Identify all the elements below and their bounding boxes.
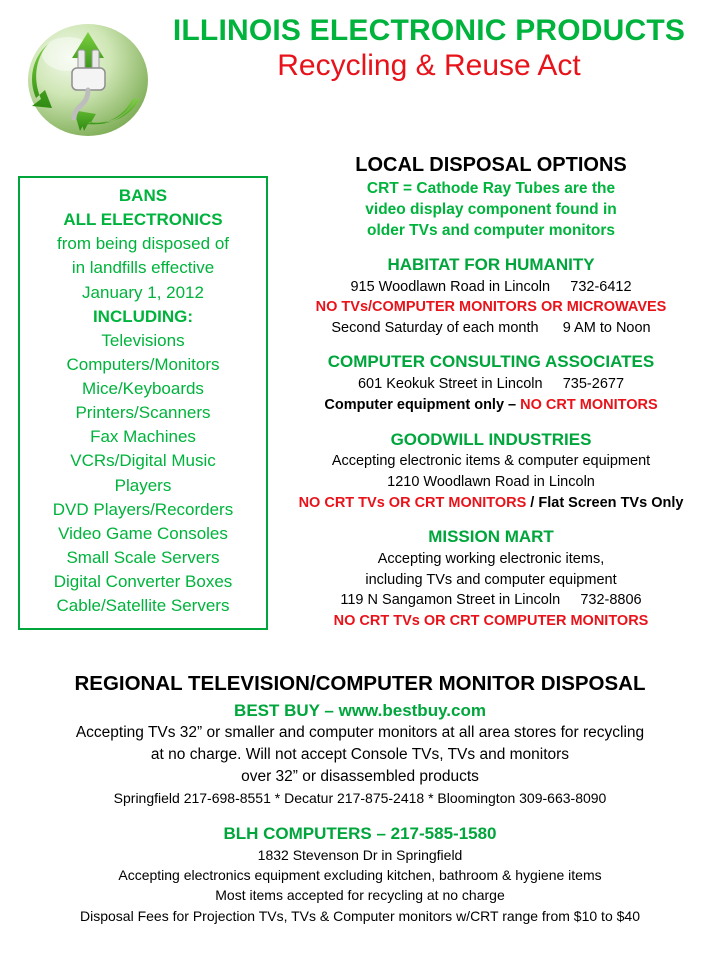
organization-address-phone: [274, 374, 708, 395]
organization-hours: [274, 318, 708, 339]
organization-name: COMPUTER CONSULTING ASSOCIATES: [327, 352, 655, 372]
crt-note-line: older TVs and computer monitors: [366, 221, 616, 239]
bans-line: Fax Machines: [90, 427, 196, 447]
organization-restriction: NO CRT TVs OR CRT MONITORS: [298, 494, 527, 511]
bans-line: Printers/Scanners: [75, 403, 211, 423]
bans-line: DVD Players/Recorders: [52, 499, 234, 519]
organization-hours-day: Second Saturday of each month: [331, 319, 539, 336]
organization-name: GOODWILL INDUSTRIES: [390, 429, 592, 449]
bans-line: January 1, 2012: [82, 282, 204, 302]
bans-line: Televisions: [101, 330, 185, 350]
organization-entry: [274, 351, 708, 415]
local-disposal-heading: LOCAL DISPOSAL OPTIONS: [355, 154, 627, 176]
organization-address-phone: [274, 590, 708, 611]
title-primary: ILLINOIS ELECTRONIC PRODUCTS: [172, 14, 686, 47]
bans-line: Digital Converter Boxes: [53, 572, 233, 591]
store-name: BEST BUY – www.bestbuy.com: [234, 701, 486, 721]
store-name: BLH COMPUTERS – 217-585-1580: [223, 823, 497, 843]
store-fees: Disposal Fees for Projection TVs, TVs & Computer monitors w/CRT range from $10 to $40: [80, 907, 640, 924]
page-title: [158, 8, 720, 82]
bans-line: Players: [114, 475, 172, 495]
store-detail: at no charge. Will not accept Console TVs, TVs and monitors: [150, 746, 570, 764]
regional-heading: REGIONAL TELEVISION/COMPUTER MONITOR DISPOSAL: [74, 672, 646, 696]
organization-address-phone: [274, 277, 708, 298]
bans-line: Small Scale Servers: [66, 547, 220, 567]
store-detail: Accepting electronics equipment excluding kitchen, bathroom & hygiene items: [118, 867, 602, 884]
organization-address: 915 Woodlawn Road in Lincoln: [350, 278, 551, 295]
store-phone-list: Springfield 217-698-8551 * Decatur 217-875-2418 * Bloomington 309-663-8090: [113, 789, 607, 806]
organization-name: MISSION MART: [428, 527, 554, 547]
organization-note: [274, 395, 708, 416]
organization-phone: 732-8806: [580, 592, 642, 609]
section-spacer: [10, 808, 710, 824]
store-address: 1832 Stevenson Dr in Springfield: [257, 846, 463, 863]
bans-line: Computers/Monitors: [66, 354, 220, 374]
title-secondary: Recycling & Reuse Act: [277, 48, 581, 82]
bans-column: [0, 154, 268, 630]
organization-restriction: NO CRT TVs OR CRT COMPUTER MONITORS: [333, 612, 649, 629]
regional-section: [0, 672, 720, 926]
organization-note-text: Computer equipment only –: [324, 396, 521, 413]
bans-line: ALL ELECTRONICS: [63, 210, 223, 230]
recycling-globe-plug-icon: [18, 14, 158, 144]
bans-line: INCLUDING:: [92, 306, 194, 326]
organization-address: 601 Keokuk Street in Lincoln: [357, 376, 543, 393]
crt-note-line: CRT = Cathode Ray Tubes are the: [366, 180, 616, 197]
bans-line: in landfills effective: [71, 258, 215, 278]
organization-hours-time: 9 AM to Noon: [562, 319, 651, 336]
organization-note: [274, 493, 708, 514]
store-detail: over 32” or disassembled products: [241, 767, 479, 785]
organization-phone: 732-6412: [570, 278, 632, 295]
organization-address: 119 N Sangamon Street in Lincoln: [340, 592, 561, 609]
organization-entry: [274, 429, 708, 514]
organization-detail: Accepting working electronic items,: [377, 551, 605, 568]
bans-line: Video Game Consoles: [58, 523, 228, 543]
local-disposal-column: [268, 154, 720, 644]
main-columns: [0, 154, 720, 644]
bans-line: BANS: [118, 186, 168, 205]
organization-entry: [274, 254, 708, 339]
bans-line: from being disposed of: [57, 234, 229, 254]
store-detail: Accepting TVs 32” or smaller and computer monitors at all area stores for recycling: [75, 724, 645, 742]
organization-name: HABITAT FOR HUMANITY: [387, 254, 595, 274]
organization-address: 1210 Woodlawn Road in Lincoln: [387, 474, 595, 491]
organization-detail: including TVs and computer equipment: [365, 571, 617, 588]
bans-line: Mice/Keyboards: [82, 379, 204, 398]
bans-box: [18, 176, 268, 630]
store-detail: Most items accepted for recycling at no charge: [215, 887, 505, 904]
header: [0, 0, 720, 144]
organization-detail: Accepting electronic items & computer equipment: [331, 453, 651, 470]
store-entry: [10, 701, 710, 807]
crt-definition: [274, 179, 708, 242]
bans-line: Cable/Satellite Servers: [56, 596, 230, 616]
crt-note-line: video display component found in: [365, 200, 617, 218]
organization-restriction: NO TVs/COMPUTER MONITORS OR MICROWAVES: [315, 299, 667, 316]
organization-restriction-extra: / Flat Screen TVs Only: [526, 494, 684, 511]
bans-line: VCRs/Digital Music: [70, 451, 216, 471]
organization-restriction: NO CRT MONITORS: [520, 396, 658, 413]
organization-entry: [274, 526, 708, 631]
organization-phone: 735-2677: [562, 376, 625, 393]
store-entry: [10, 824, 710, 926]
